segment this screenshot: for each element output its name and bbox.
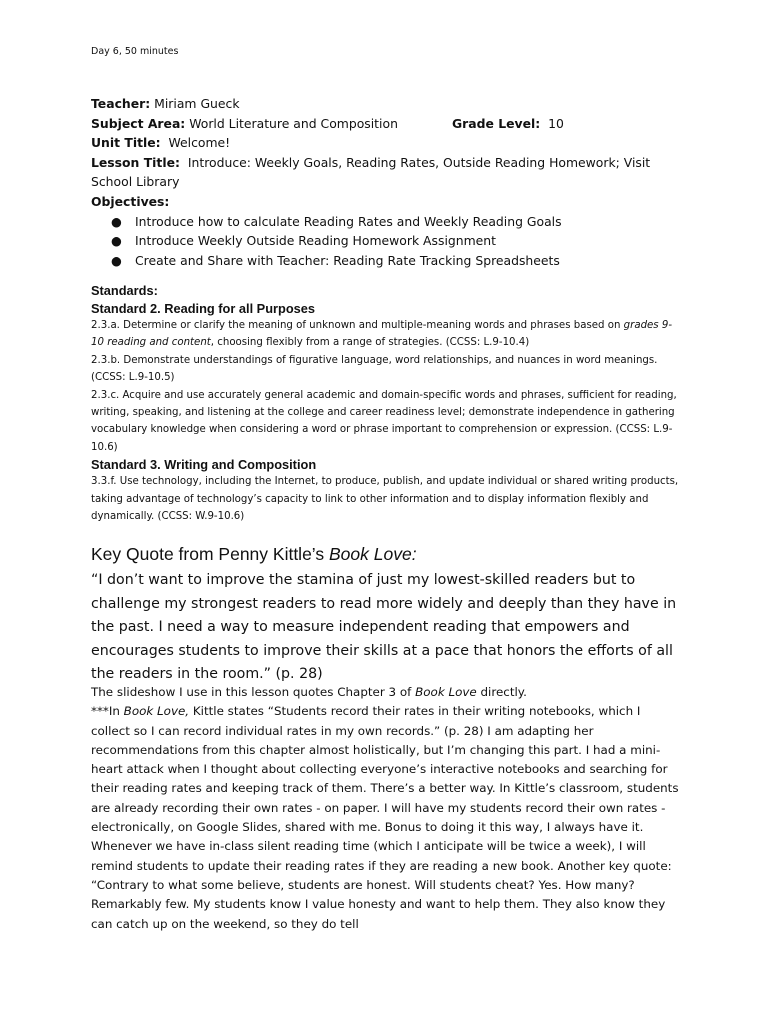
key-quote-title: Key Quote from Penny Kittle’s Book Love: [91, 544, 417, 564]
objectives-label: Objectives: [91, 193, 170, 209]
standard-3-3-f: 3.3.f. Use technology, including the Internet, to produce, publish, and update individual or shared writing products, taking advantage of technology’s capacity to link to other information and to display information flexibly and dynamically. (CCSS: W.9-10.6) [91, 476, 679, 523]
grade-value: 10 [548, 115, 564, 131]
teacher-label: Teacher: [91, 96, 151, 111]
unit-row [91, 133, 691, 153]
list-item: ● Create and Share with Teacher: Reading Rate Tracking Spreadsheets [91, 251, 691, 271]
subject-label: Subject Area: [91, 115, 186, 131]
lesson-info [91, 94, 691, 270]
standard-2-3-a: 2.3.a. Determine or clarify the meaning of unknown and multiple-meaning words and phrases based on grades 9-10 reading and content, choosing flexibly from a range of strategies. (CCSS: L.9-10.4) [91, 320, 673, 349]
grade-label: Grade Level: [452, 115, 541, 131]
standard-2-title: Standard 2. Reading for all Purposes [91, 301, 315, 316]
objectives-row [91, 192, 691, 212]
lesson-title: Introduce: Weekly Goals, Reading Rates, Outside Reading Homework; Visit School Library [91, 154, 651, 190]
grade-level [452, 114, 564, 134]
bullet-icon: ● [111, 213, 122, 229]
standard-2-3-c: 2.3.c. Acquire and use accurately general academic and domain-specific words and phrases, sufficient for reading, writing, speaking, and listening at the college and career readiness level; demonstrate independence in gathering vocabulary knowledge when considering a word or phrase important to comprehension or expression. (CCSS: L.9-10.6) [91, 389, 677, 453]
lesson-row [91, 153, 691, 192]
standards-heading: Standards: [91, 283, 158, 298]
key-quote-section [91, 541, 691, 687]
unit-label: Unit Title: [91, 135, 161, 151]
teacher-notes: The slideshow I use in this lesson quotes Chapter 3 of Book Love directly. ***In Book Love, Kittle states “Students record their rates in their writing notebooks, which I collect so I can record individual rates in my own records.” (p. 28) I am adapting her recommendations from this chapter almost holistically, but I’m changing this part. I had a mini-heart attack when I thought about collecting everyone’s interactive notebooks and searching for their reading rates and keeping track of them. There’s a better way. In Kittle’s classroom, students are already recording their own rates - on paper. I will have my students record their own rates - electronically, on Google Slides, shared with me. Bonus to doing it this way, I always have it. Whenever we have in-class silent reading time (which I anticipate will be twice a week), I will remind students to update their reading rates if they are reading a new book. Another key quote: “Contrary to what some believe, students are honest. Will students cheat? Yes. How many? Remarkably few. My students know I value honesty and want to help them. They also know they can catch up on the weekend, so they do tell [91, 685, 679, 931]
standard-3-title: Standard 3. Writing and Composition [91, 457, 317, 473]
list-item: ● Introduce Weekly Outside Reading Homework Assignment [91, 231, 691, 251]
lesson-label: Lesson Title: [91, 154, 180, 170]
standards-section [91, 282, 681, 525]
subject-area: World Literature and Composition [189, 115, 398, 131]
teacher-row [91, 94, 691, 114]
standard-2-3-b: 2.3.b. Demonstrate understandings of figurative language, word relationships, and nuances in word meanings. (CCSS: L.9-10.5) [91, 354, 658, 384]
list-item: ● Introduce how to calculate Reading Rates and Weekly Reading Goals [91, 212, 691, 232]
objectives-list [91, 212, 691, 271]
subject-row [91, 114, 691, 134]
teacher-name: Miriam Gueck [154, 96, 240, 111]
day-label: Day 6, 50 minutes [91, 46, 179, 57]
key-quote-text: “I don’t want to improve the stamina of just my lowest-skilled readers but to challenge my strongest readers to read more widely and deeply than they have in the past. I need a way to measure independent reading that empowers and encourages students to improve their skills at a pace that honors the efforts of all the readers in the room.” (p. 28) [91, 572, 677, 683]
bullet-icon: ● [111, 233, 122, 249]
unit-title: Welcome! [168, 135, 231, 151]
bullet-icon: ● [111, 252, 122, 268]
